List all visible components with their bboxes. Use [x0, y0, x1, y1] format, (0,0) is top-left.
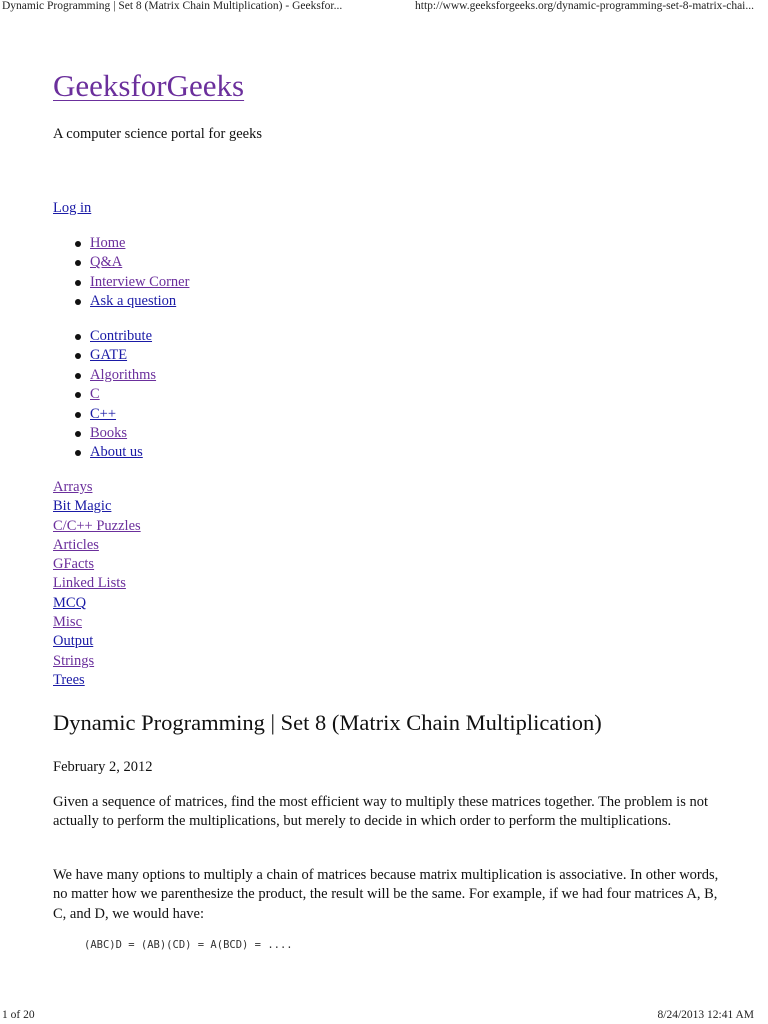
category-item: [53, 497, 141, 516]
article-paragraph: Given a sequence of matrices, find the most efficient way to multiply these matrices together. The problem is not actually to perform the multiplications, but merely to decide in which order to perform the multiplications.: [53, 794, 709, 830]
nav-link-books[interactable]: Books: [90, 424, 128, 441]
category-link-trees[interactable]: Trees: [53, 671, 85, 688]
category-link-output[interactable]: Output: [53, 633, 94, 650]
bullet-icon: [75, 299, 81, 305]
print-footer-timestamp: 8/24/2013 12:41 AM: [657, 1009, 754, 1021]
article-title: Dynamic Programming | Set 8 (Matrix Chain Multiplication): [53, 710, 602, 735]
primary-nav: [53, 234, 189, 312]
category-link-puzzles[interactable]: C/C++ Puzzles: [53, 517, 141, 534]
category-item: [53, 536, 141, 555]
category-list: [53, 478, 141, 690]
nav-item-algorithms: [53, 366, 156, 385]
nav-item-about-us: [53, 443, 156, 462]
nav-item-qa: [53, 253, 189, 272]
bullet-icon: [75, 280, 81, 286]
nav-item-home: [53, 234, 189, 253]
code-snippet: (ABC)D = (AB)(CD) = A(BCD) = ....: [84, 939, 293, 951]
print-header-page-title: Dynamic Programming | Set 8 (Matrix Chain Multiplication) - Geeksfor...: [2, 0, 343, 12]
category-link-articles[interactable]: Articles: [53, 536, 99, 553]
article-date: February 2, 2012: [53, 759, 153, 775]
category-item: [53, 652, 141, 671]
nav-link-home[interactable]: Home: [90, 235, 126, 251]
category-item: [53, 632, 141, 651]
category-link-arrays[interactable]: Arrays: [53, 479, 93, 495]
nav-link-contribute[interactable]: Contribute: [90, 328, 153, 344]
bullet-icon: [75, 450, 81, 456]
nav-item-gate: [53, 346, 156, 365]
bullet-icon: [75, 260, 81, 266]
print-footer-page-count: 1 of 20: [2, 1009, 35, 1021]
secondary-nav: [53, 327, 156, 463]
bullet-icon: [75, 373, 81, 379]
nav-link-cpp[interactable]: C++: [90, 405, 117, 422]
category-item: [53, 478, 141, 497]
site-tagline: A computer science portal for geeks: [53, 126, 262, 142]
nav-item-c: [53, 385, 156, 404]
category-item: [53, 574, 141, 593]
nav-link-qa[interactable]: Q&A: [90, 254, 123, 271]
nav-link-ask-question[interactable]: Ask a question: [90, 293, 177, 310]
article-paragraph: We have many options to multiply a chain of matrices because matrix multiplication is associative. In other words, no matter how we parenthesize the product, the result will be the same. For example, if we had four matrices A, B, C, and D, we would have:: [53, 867, 719, 922]
bullet-icon: [75, 412, 81, 418]
category-item: [53, 613, 141, 632]
bullet-icon: [75, 392, 81, 398]
login-link[interactable]: Log in: [53, 200, 92, 216]
bullet-icon: [75, 353, 81, 359]
category-link-misc[interactable]: Misc: [53, 614, 82, 631]
nav-item-contribute: [53, 327, 156, 346]
category-link-bit-magic[interactable]: Bit Magic: [53, 498, 112, 515]
bullet-icon: [75, 241, 81, 247]
nav-link-about-us[interactable]: About us: [90, 444, 143, 461]
category-item: [53, 594, 141, 613]
category-link-linked-lists[interactable]: Linked Lists: [53, 575, 126, 592]
nav-item-cpp: [53, 405, 156, 424]
bullet-icon: [75, 334, 81, 340]
nav-item-books: [53, 424, 156, 443]
nav-link-interview-corner[interactable]: Interview Corner: [90, 273, 190, 290]
nav-link-c[interactable]: C: [90, 386, 100, 403]
print-header-url: http://www.geeksforgeeks.org/dynamic-programming-set-8-matrix-chai...: [415, 0, 754, 12]
category-item: [53, 517, 141, 536]
category-link-strings[interactable]: Strings: [53, 652, 95, 669]
site-title-link[interactable]: GeeksforGeeks: [53, 68, 245, 103]
category-link-mcq[interactable]: MCQ: [53, 594, 87, 611]
category-link-gfacts[interactable]: GFacts: [53, 556, 95, 573]
bullet-icon: [75, 431, 81, 437]
nav-link-algorithms[interactable]: Algorithms: [90, 366, 157, 383]
nav-item-ask-question: [53, 292, 189, 311]
category-item: [53, 671, 141, 690]
category-item: [53, 555, 141, 574]
nav-link-gate[interactable]: GATE: [90, 347, 128, 364]
nav-item-interview-corner: [53, 273, 189, 292]
